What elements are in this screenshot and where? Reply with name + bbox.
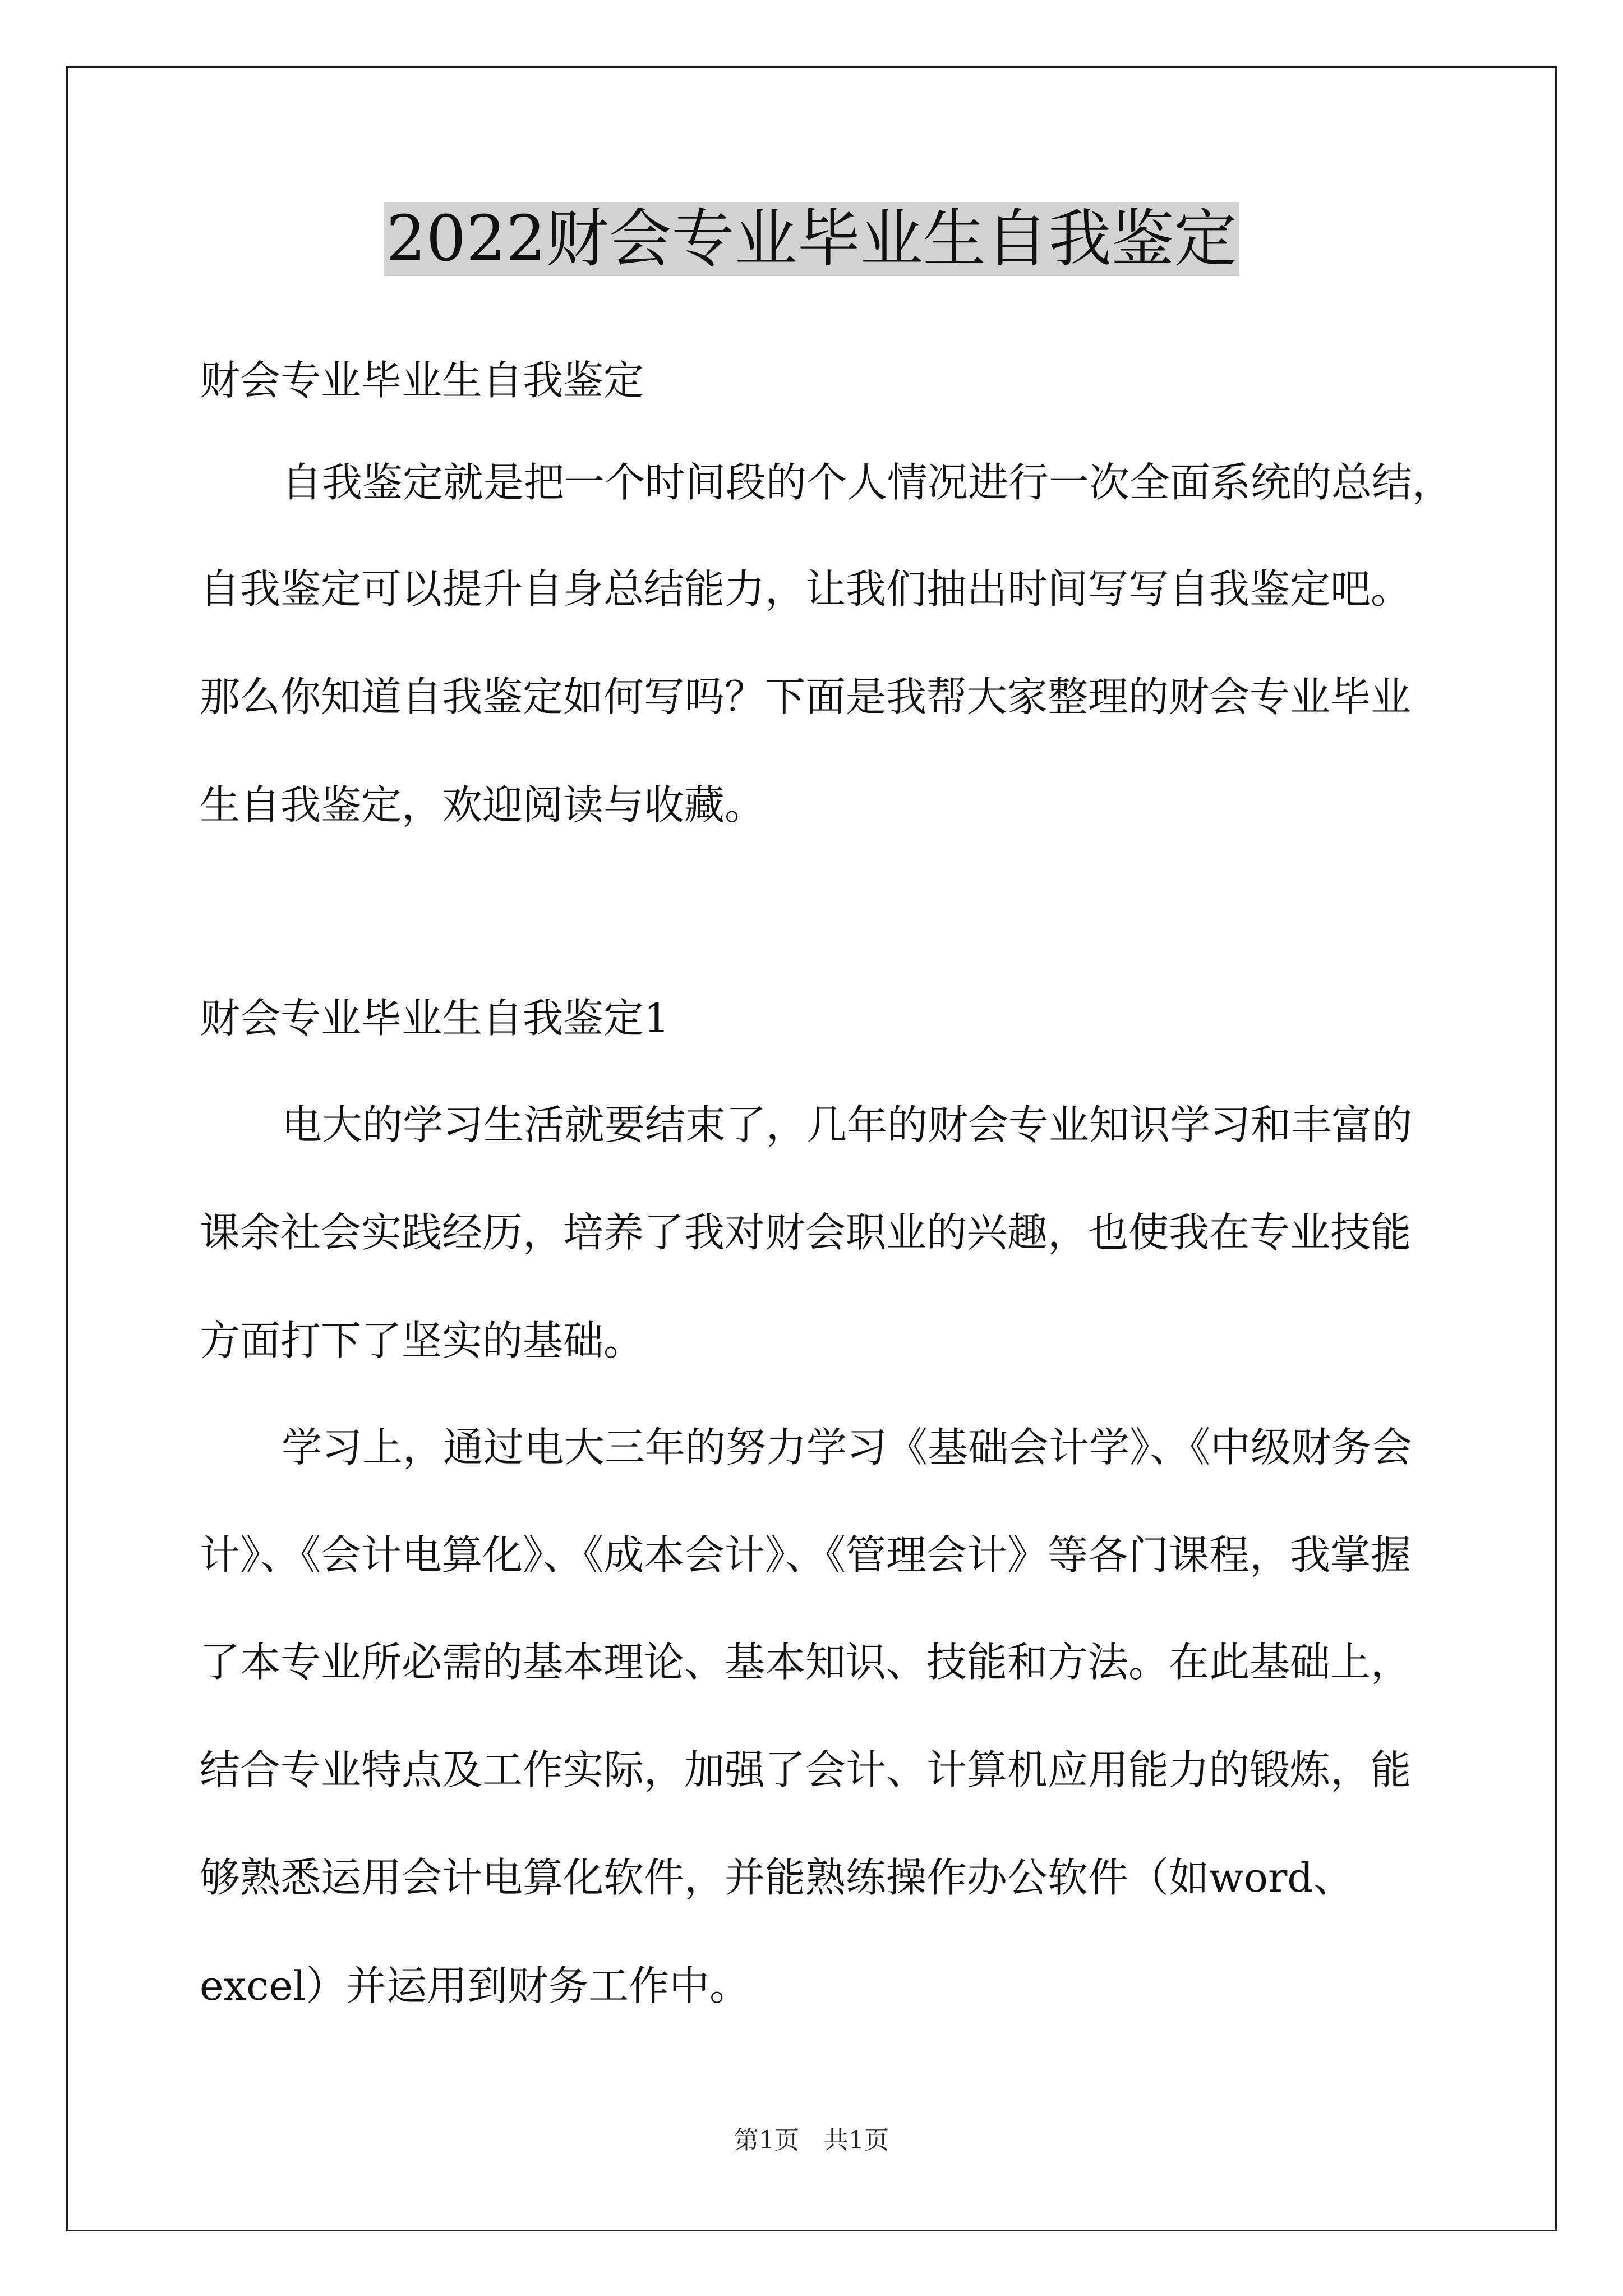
paragraph-line: 计》、《会计电算化》、《成本会计》、《管理会计》等各门课程，我掌握 <box>200 1531 1412 1579</box>
paragraph-line: 结合专业特点及工作实际，加强了会计、计算机应用能力的锻炼，能 <box>200 1746 1412 1793</box>
paragraph-line: 够熟悉运用会计电算化软件，并能熟练操作办公软件（如word、 <box>200 1854 1354 1901</box>
paragraph-line: excel）并运用到财务工作中。 <box>200 1962 750 2009</box>
title-wrap <box>0 202 1623 276</box>
intro-line: 生自我鉴定，欢迎阅读与收藏。 <box>200 781 766 829</box>
intro-line: 那么你知道自我鉴定如何写吗？下面是我帮大家整理的财会专业毕业 <box>200 673 1412 720</box>
paragraph-line: 课余社会实践经历，培养了我对财会职业的兴趣，也使我在专业技能 <box>200 1209 1412 1256</box>
paragraph-line: 了本专业所必需的基本理论、基本知识、技能和方法。在此基础上， <box>200 1639 1412 1686</box>
section-heading: 财会专业毕业生自我鉴定1 <box>200 995 670 1042</box>
document-title: 2022财会专业毕业生自我鉴定 <box>384 202 1239 276</box>
intro-line: 自我鉴定就是把一个时间段的个人情况进行一次全面系统的总结， <box>282 459 1453 506</box>
intro-line: 自我鉴定可以提升自身总结能力，让我们抽出时间写写自我鉴定吧。 <box>200 565 1412 613</box>
paragraph-line: 学习上，通过电大三年的努力学习《基础会计学》、《中级财务会 <box>282 1424 1413 1471</box>
paragraph-line: 方面打下了坚实的基础。 <box>200 1317 644 1364</box>
subtitle: 财会专业毕业生自我鉴定 <box>200 357 644 404</box>
paragraph-line: 电大的学习生活就要结束了，几年的财会专业知识学习和丰富的 <box>282 1101 1413 1148</box>
page-footer: 第1页 共1页 <box>734 2126 889 2155</box>
